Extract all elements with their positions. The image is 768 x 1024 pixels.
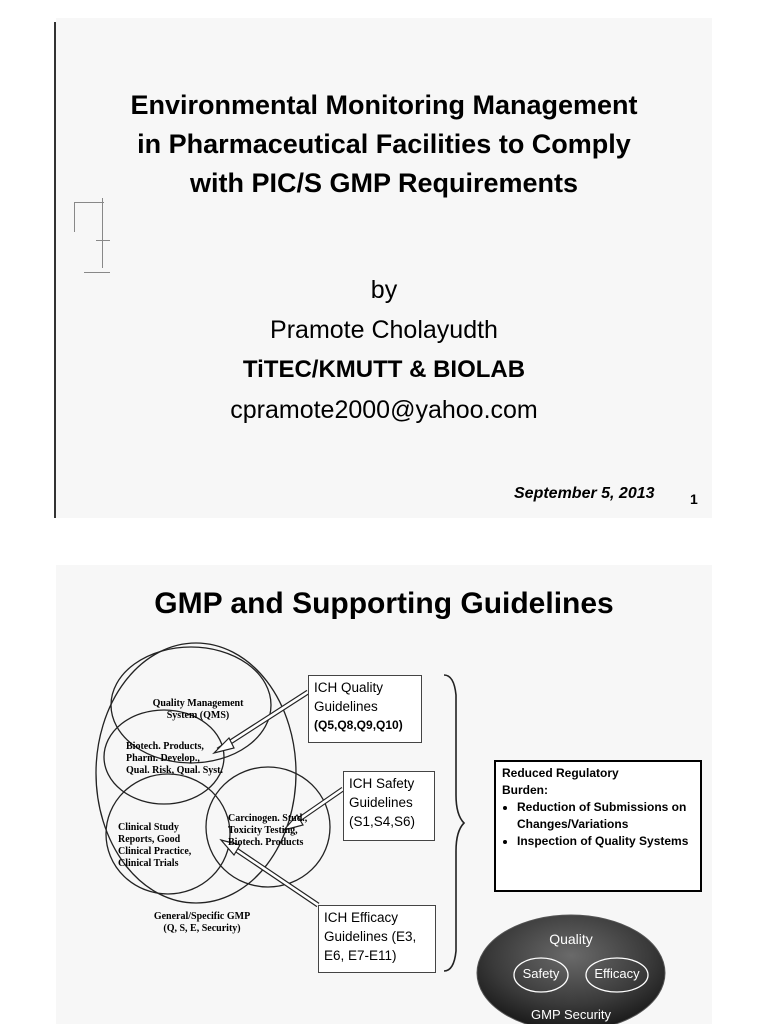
organization: TiTEC/KMUTT & BIOLAB xyxy=(242,356,526,383)
crop-mark xyxy=(74,202,75,232)
gmp-security-label: GMP Security xyxy=(531,1007,611,1022)
safety-label: Safety xyxy=(522,966,560,981)
author-email: cpramote2000@yahoo.com xyxy=(230,396,538,424)
right-brace xyxy=(444,675,464,971)
ich-efficacy-box: ICH Efficacy Guidelines (E3, E6, E7-E11) xyxy=(318,905,436,973)
efficacy-label: Efficacy xyxy=(594,966,640,981)
crop-mark xyxy=(84,272,110,273)
presentation-title: Environmental Monitoring Management in Pharmaceutical Facilities to Comply with PIC/S GMP Requirements xyxy=(130,90,638,198)
slide-title: GMP and Supporting Guidelines xyxy=(154,587,614,620)
crop-mark xyxy=(102,198,103,268)
burden-item: • Inspection of Quality Systems xyxy=(517,833,694,850)
quality-label: Quality xyxy=(549,931,593,947)
guidelines-slide xyxy=(56,565,712,1024)
page-number: 1 xyxy=(690,491,698,507)
presentation-date: September 5, 2013 xyxy=(514,485,655,502)
general-gmp-label: General/Specific GMP (Q, S, E, Security) xyxy=(153,911,251,934)
reduced-burden-box: Reduced Regulatory Burden: • Reduction of Submissions on Changes/Variations • Inspection of Quality Systems xyxy=(494,760,702,892)
crop-mark xyxy=(96,240,110,241)
ich-safety-box: ICH Safety Guidelines (S1,S4,S6) xyxy=(343,771,435,841)
biotech-label: Biotech. Products, Pharm. Develop., Qual. Risk, Qual. Syst. xyxy=(126,741,223,776)
title-slide xyxy=(56,18,712,518)
by-label: by xyxy=(370,276,398,304)
carcinogen-label: Carcinogen. Stud., Toxicity Testing, Biotech. Products xyxy=(228,813,308,848)
author-name: Pramote Cholayudth xyxy=(270,316,498,344)
clinical-label: Clinical Study Reports, Good Clinical Practice, Clinical Trials xyxy=(118,822,192,869)
ich-quality-box: ICH Quality Guidelines (Q5,Q8,Q9,Q10) xyxy=(308,675,422,743)
qms-label: Quality Management System (QMS) xyxy=(152,698,244,721)
burden-item: • Reduction of Submissions on Changes/Variations xyxy=(517,799,694,833)
